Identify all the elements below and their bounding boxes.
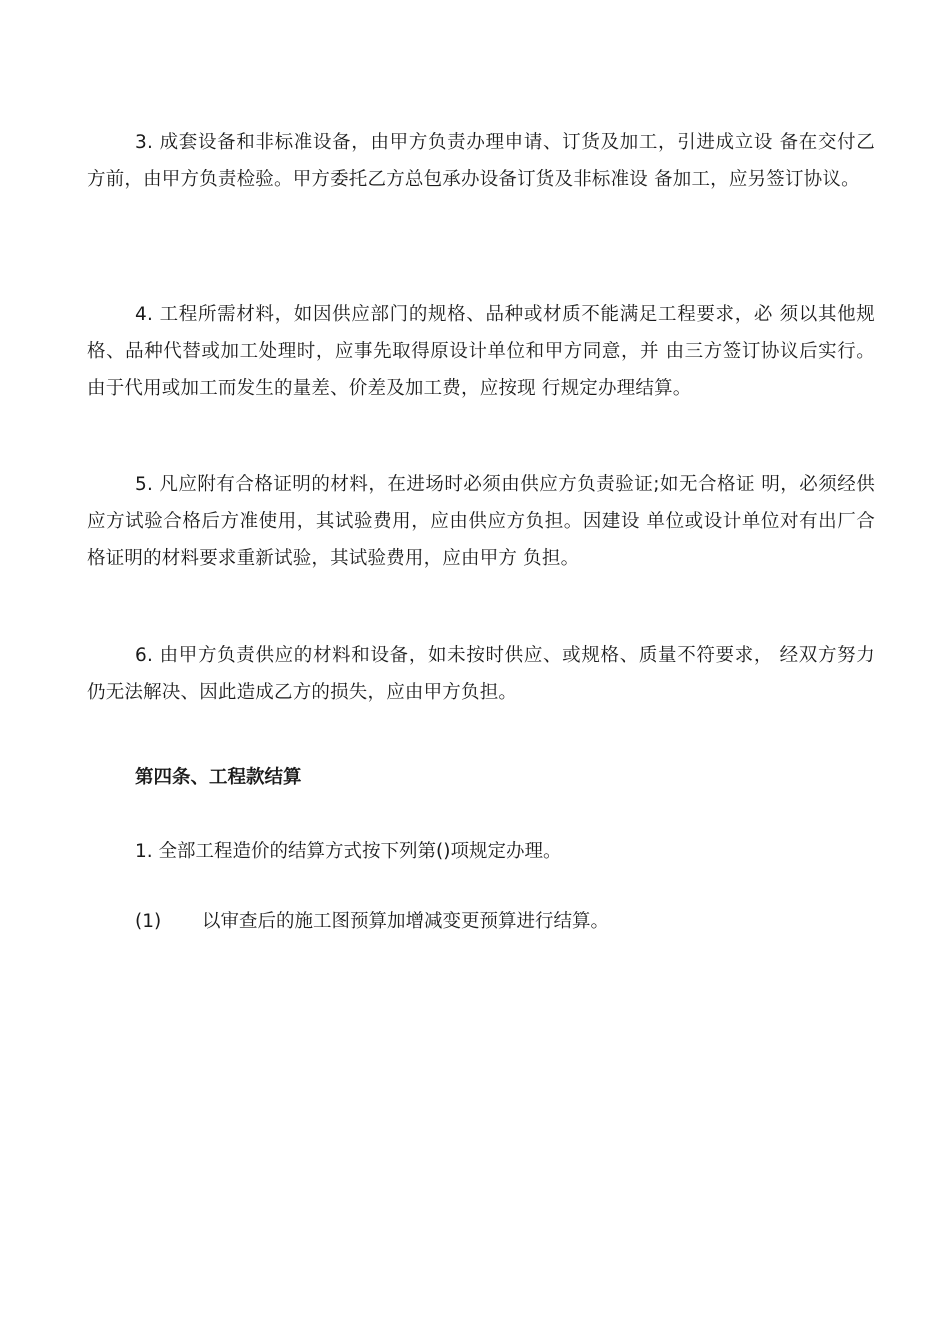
sub-item-marker: (1): [135, 911, 162, 932]
clause-5-paragraph: 5. 凡应附有合格证明的材料，在进场时必须由供应方负责验证;如无合格证 明，必须经供应方试验合格后方准使用，其试验费用，应由供应方负担。因建设 单位或设计单位对有出厂合格证明的材料要求重新试验，其试验费用，应由甲方 负担。: [87, 474, 875, 569]
clause-6-paragraph: 6. 由甲方负责供应的材料和设备，如未按时供应、或规格、质量不符要求， 经双方努力仍无法解决、因此造成乙方的损失，应由甲方负担。: [87, 645, 875, 703]
settlement-sub-item: [135, 903, 609, 940]
section-heading: 第四条、工程款结算: [135, 767, 302, 788]
sub-item-text: 以审查后的施工图预算加增减变更预算进行结算。: [202, 911, 610, 932]
clause-4-paragraph: 4. 工程所需材料，如因供应部门的规格、品种或材质不能满足工程要求，必 须以其他规格、品种代替或加工处理时，应事先取得原设计单位和甲方同意，并 由三方签订协议后实行。由于代用或加工而发生的量差、价差及加工费，应按现 行规定办理结算。: [87, 304, 875, 399]
clause-3-paragraph: 3. 成套设备和非标准设备，由甲方负责办理申请、订货及加工，引进成立设 备在交付乙方前，由甲方负责检验。甲方委托乙方总包承办设备订货及非标准设 备加工，应另签订协议。: [87, 132, 875, 190]
settlement-item-1: 1. 全部工程造价的结算方式按下列第()项规定办理。: [135, 841, 562, 862]
